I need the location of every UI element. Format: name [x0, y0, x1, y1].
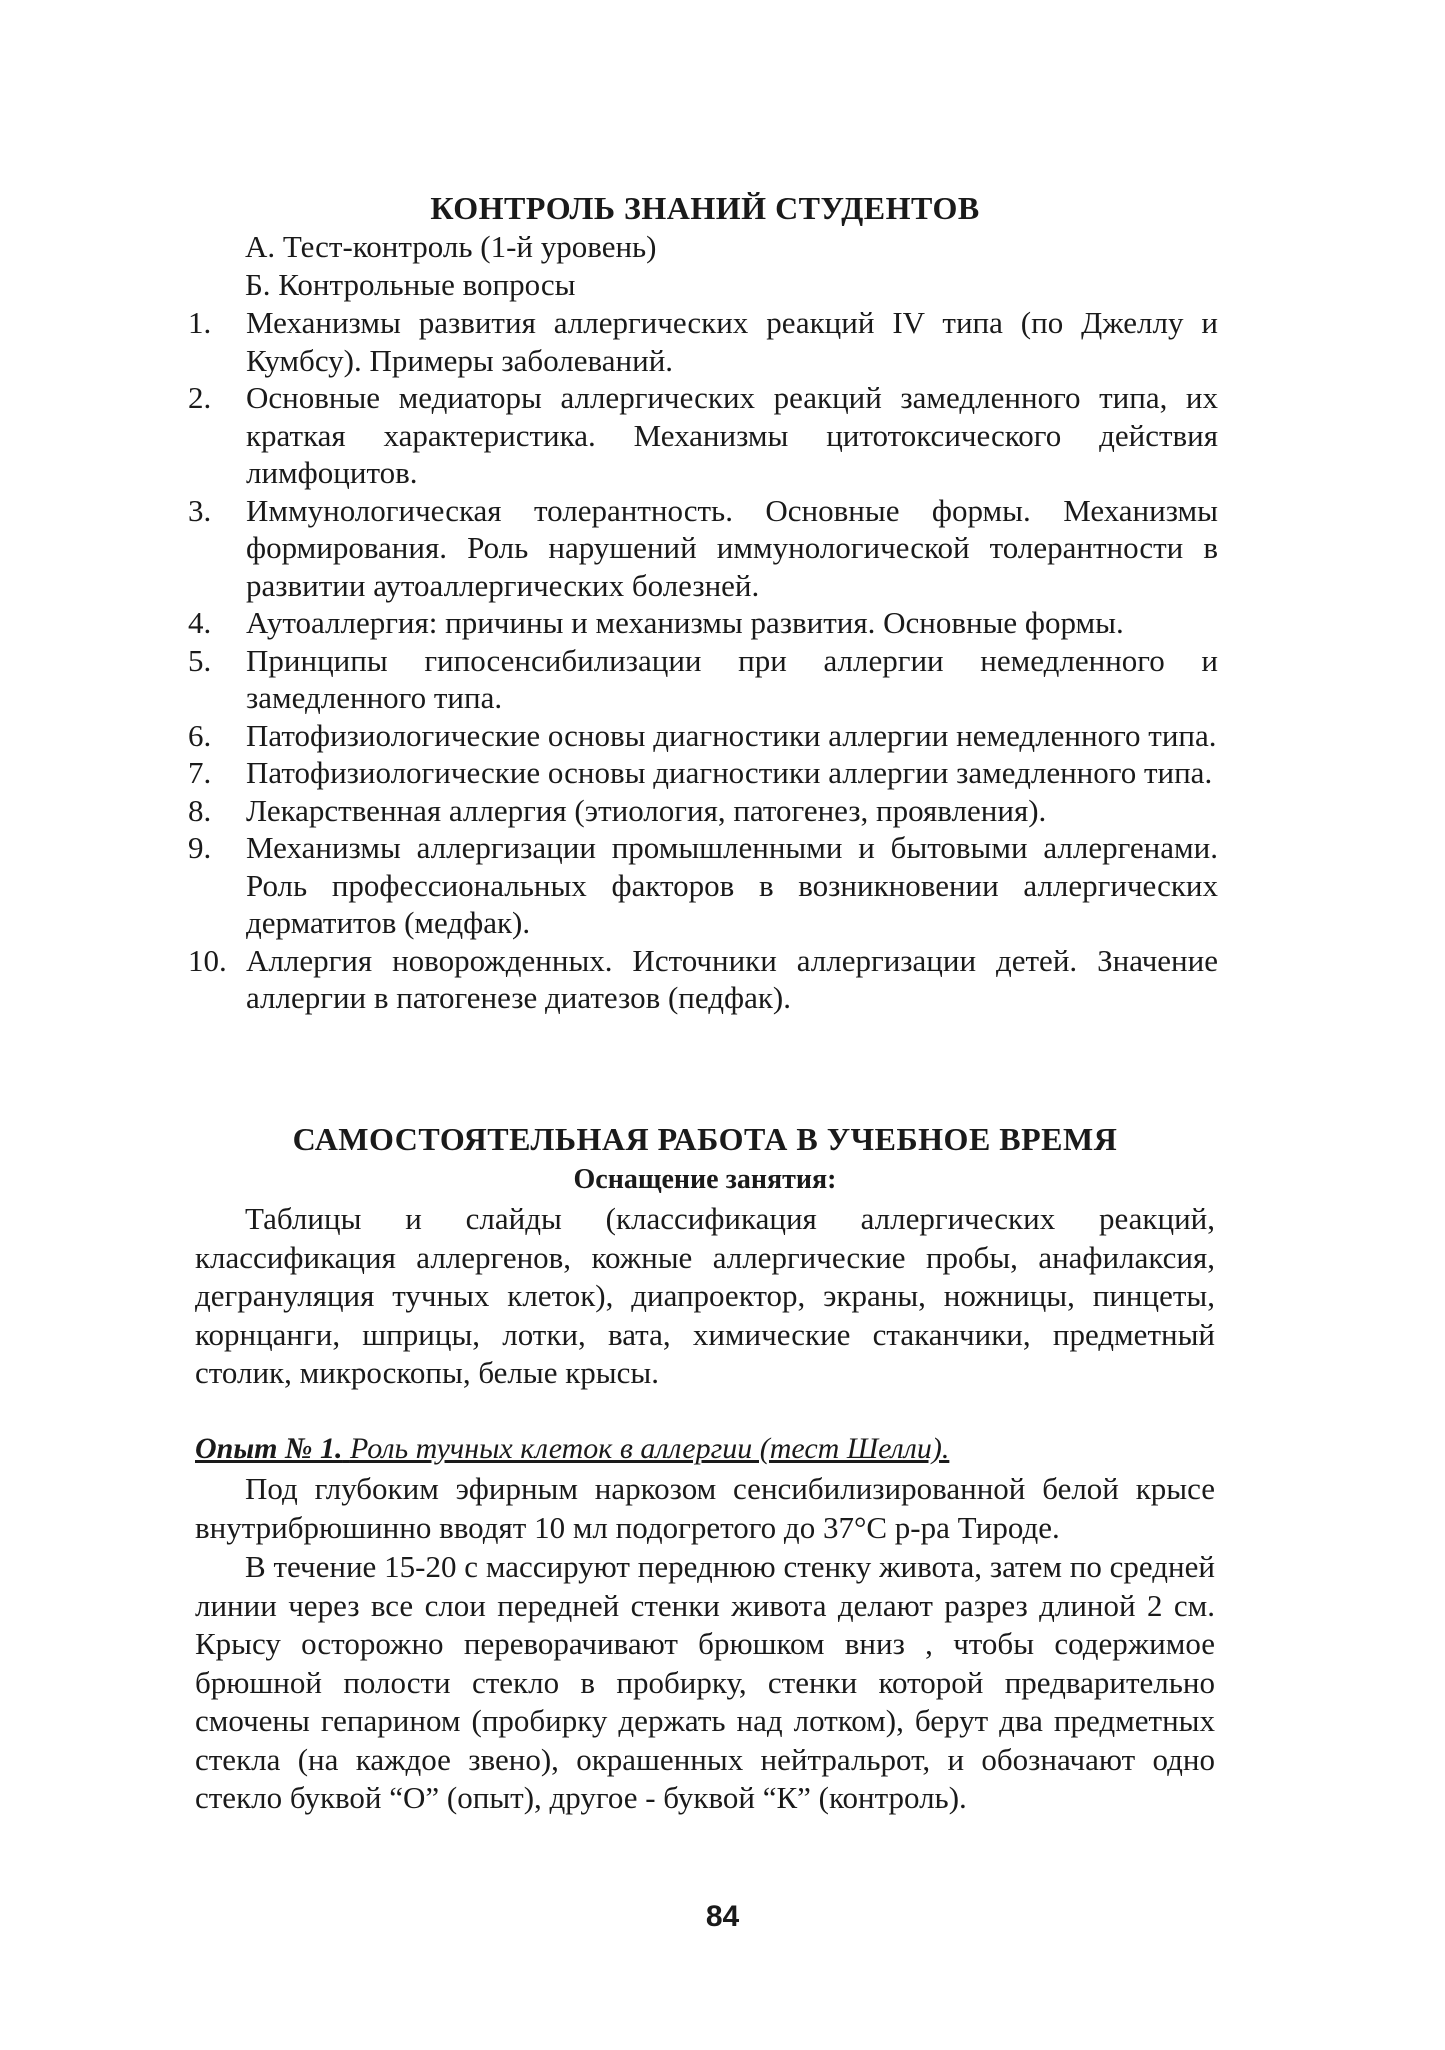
question-number: 9. [188, 830, 212, 865]
question-item [188, 642, 1218, 717]
question-number: 2. [188, 380, 212, 415]
question-number: 1. [188, 305, 212, 340]
experiment-name: Роль тучных клеток в аллергии (тест Шелли). [349, 1432, 950, 1465]
experiment-title [195, 1432, 949, 1466]
question-text: Механизмы аллергизации промышленными и бытовыми аллергенами. Роль профессиональных факторов в возникновении аллергических дерматитов (медфак). [246, 830, 1218, 940]
question-text: Патофизиологические основы диагностики аллергии немедленного типа. [246, 717, 1217, 753]
question-item [188, 717, 1218, 755]
section-a-label: А. Тест-контроль (1-й уровень) [245, 229, 657, 264]
question-item [188, 829, 1218, 942]
question-text: Принципы гипосенсибилизации при аллергии немедленного и замедленного типа. [246, 642, 1218, 715]
question-item [188, 604, 1218, 642]
question-number: 7. [188, 755, 212, 790]
question-item [188, 379, 1218, 492]
question-item [188, 304, 1218, 379]
independent-work-heading: САМОСТОЯТЕЛЬНАЯ РАБОТА В УЧЕБНОЕ ВРЕМЯ [292, 1121, 1118, 1157]
question-item [188, 792, 1218, 830]
question-text: Механизмы развития аллергических реакций IV типа (по Джеллу и Кумбсу). Примеры заболеваний. [246, 305, 1218, 378]
experiment-paragraph-1: Под глубоким эфирным наркозом сенсибилизированной белой крысе внутрибрюшинно вводят 10 мл подогретого до 37°С р-ра Тироде. [195, 1471, 1215, 1545]
control-questions-list [188, 304, 1218, 1017]
page-title: КОНТРОЛЬ ЗНАНИЙ СТУДЕНТОВ [430, 190, 980, 226]
equipment-heading: Оснащение занятия: [573, 1164, 837, 1195]
question-text: Основные медиаторы аллергических реакций замедленного типа, их краткая характеристика. Механизмы цитотоксического действия лимфоцитов. [246, 380, 1218, 490]
question-number: 3. [188, 492, 212, 528]
question-text: Аллергия новорожденных. Источники аллергизации детей. Значение аллергии в патогенезе диатезов (педфак). [246, 942, 1218, 1015]
experiment-paragraph-2: В течение 15-20 с массируют переднюю стенку живота, затем по средней линии через все слои передней стенки живота делают разрез длиной 2 см. Крысу осторожно переворачивают брюшком вниз , чтобы содержимое брюшной полости стекло в пробирку, стенки которой предварительно смочены гепарином (пробирку держать над лотком), берут два предметных стекла (на каждое звено), окрашенных нейтральрот, и обозначают одно стекло буквой “О” (опыт), другое - буквой “К” (контроль). [195, 1549, 1215, 1815]
question-number: 10. [188, 942, 227, 978]
page-number: 84 [705, 1900, 740, 1933]
question-number: 8. [188, 792, 212, 828]
question-item [188, 942, 1218, 1017]
question-number: 5. [188, 642, 212, 678]
section-b-label: Б. Контрольные вопросы [245, 267, 576, 302]
question-item [188, 492, 1218, 605]
equipment-paragraph: Таблицы и слайды (классификация аллергических реакций, классификация аллергенов, кожные аллергические пробы, анафилаксия, дегрануляция тучных клеток), диапроектор, экраны, ножницы, пинцеты, корнцанги, шприцы, лотки, вата, химические стаканчики, предметный столик, микроскопы, белые крысы. [195, 1201, 1215, 1390]
question-number: 4. [188, 605, 212, 640]
question-text: Патофизиологические основы диагностики аллергии замедленного типа. [246, 755, 1213, 790]
question-number: 6. [188, 717, 212, 753]
question-text: Лекарственная аллергия (этиология, патогенез, проявления). [246, 792, 1047, 828]
question-text: Иммунологическая толерантность. Основные формы. Механизмы формирования. Роль нарушений иммунологической толерантности в развитии аутоаллергических болезней. [246, 492, 1218, 603]
experiment-label: Опыт № 1. [195, 1432, 343, 1465]
question-item [188, 754, 1218, 792]
question-text: Аутоаллергия: причины и механизмы развития. Основные формы. [246, 605, 1124, 640]
